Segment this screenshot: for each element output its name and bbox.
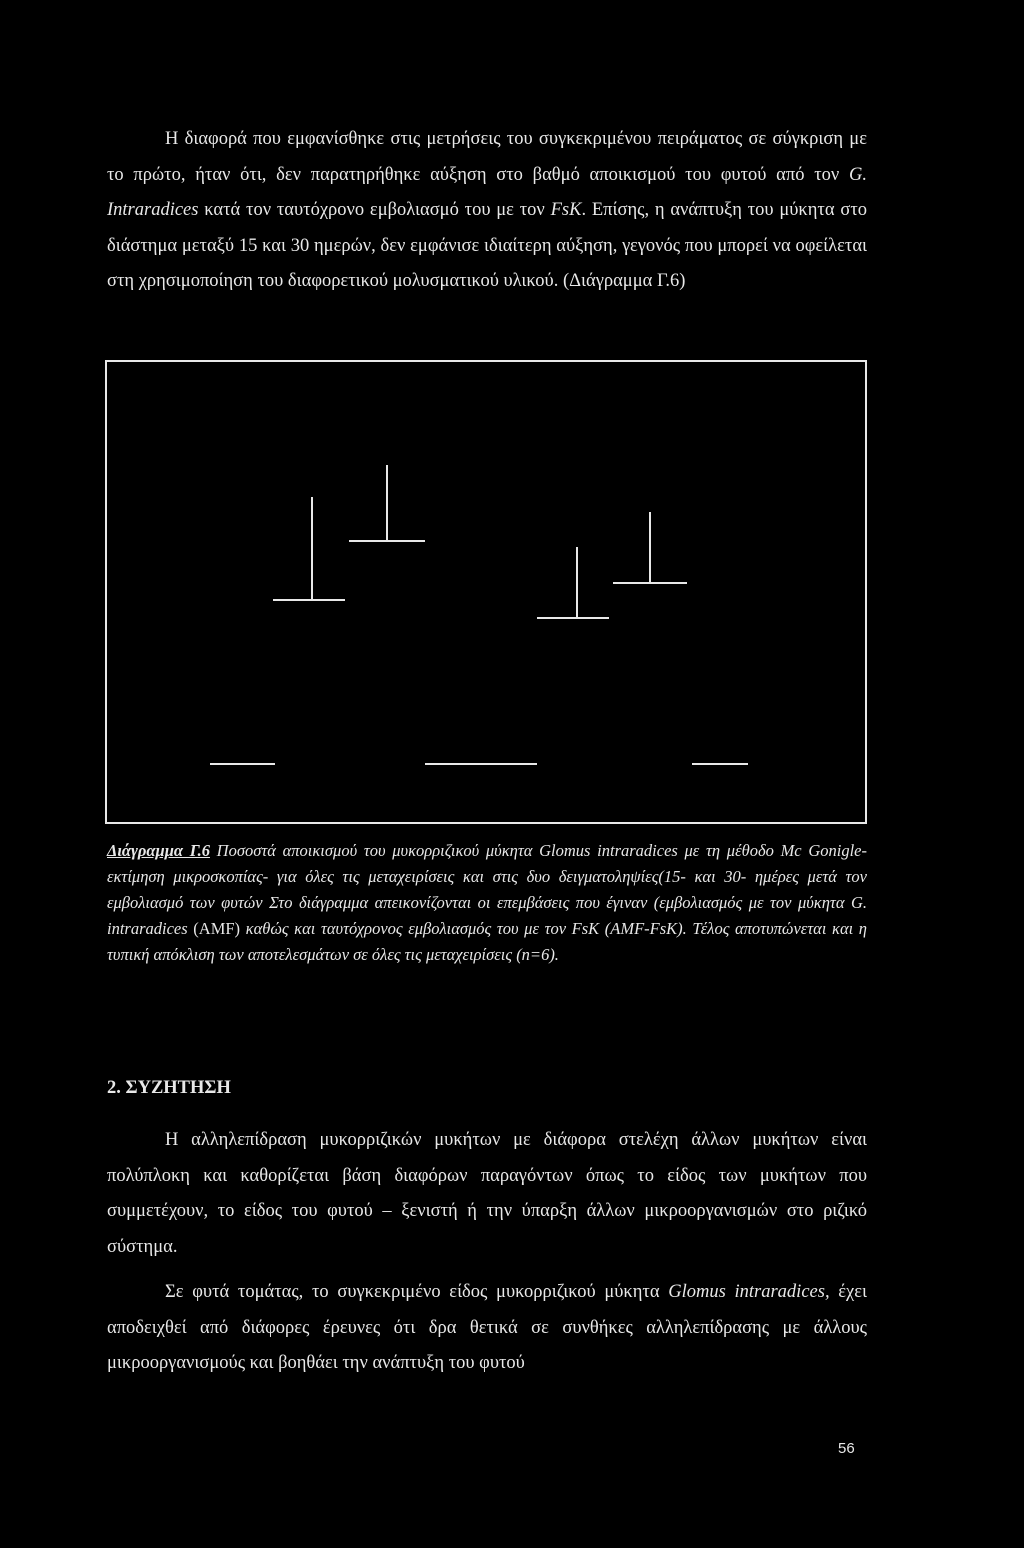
page-number: 56 [838, 1440, 855, 1457]
caption-label: Διάγραμμα Γ.6 [107, 841, 210, 860]
section-heading: 2. ΣΥΖΗΤΗΣΗ [107, 1078, 231, 1098]
caption-text-1: Ποσοστά αποικισμού του μυκορριζικού μύκητα Glomus intraradices με τη μέθοδο Mc Gonigle- εκτίμηση μικροσκοπίας- για όλες τις μεταχειρίσεις και στις δυο δειγματοληψίες(15- και 30- ημέρες μετά τον εμβολιασμό των φυτών Στο διάγραμμα απεικονίζονται οι επεμβάσεις που έγιναν (εμβολιασμός με τον μύκητα G. intraradices [107, 841, 867, 938]
caption-text-2: καθώς και ταυτόχρονος εμβολιασμός του με τον FsK (AMF-FsK). Τέλος αποτυπώνεται και η τυπική απόκλιση των αποτελεσμάτων σε όλες τις μεταχειρίσεις (n=6). [107, 919, 867, 964]
intro-text-3: . Επίσης, η ανάπτυξη του μύκητα στο διάστημα μεταξύ 15 και 30 ημερών, δεν εμφάνισε ιδιαίτερη αύξηση, γεγονός που μπορεί να οφείλεται στη χρησιμοποίηση του διαφορετικού μολυσματικού υλικού. (Διάγραμμα Γ.6) [107, 200, 868, 291]
intro-text-1: Η διαφορά που εμφανίσθηκε στις μετρήσεις του συγκεκριμένου πειράματος σε σύγκριση με το πρώτο, ήταν ότι, δεν παρατηρήθηκε αύξηση στο βαθμό αποικισμού του φυτού από τον [107, 129, 867, 185]
figure-caption [107, 838, 867, 968]
discussion-text-1: Σε φυτά τομάτας, το συγκεκριμένο είδος μυκορριζικού μύκητα [165, 1282, 669, 1302]
discussion-paragraph-2 [107, 1275, 867, 1382]
fsk-name: FsK [550, 200, 582, 220]
intro-text-2: κατά τον ταυτόχρονο εμβολιασμό του με τον [198, 200, 551, 220]
species-name: Glomus intraradices, [668, 1282, 830, 1302]
chart-frame [105, 360, 867, 824]
discussion-text-2: έχει αποδειχθεί από διάφορες έρευνες ότι δρα θετικά σε συνθήκες αλληλεπίδρασης με άλλους μικροοργανισμούς και βοηθάει την ανάπτυξη του φυτού [107, 1282, 868, 1373]
chart-border [106, 361, 866, 823]
intro-paragraph [107, 122, 867, 300]
discussion-paragraph-1: Η αλληλεπίδραση μυκορριζικών μυκήτων με διάφορα στελέχη άλλων μυκήτων είναι πολύπλοκη και καθορίζεται βάση διαφόρων παραγόντων όπως το είδος των μυκήτων που συμμετέχουν, το είδος του φυτού – ξενιστή ή την ύπαρξη άλλων μικροοργανισμών στο ριζικό σύστημα. [107, 1130, 867, 1257]
caption-amf: (AMF) [193, 919, 241, 938]
species-name: G. Intraradices [107, 164, 867, 220]
